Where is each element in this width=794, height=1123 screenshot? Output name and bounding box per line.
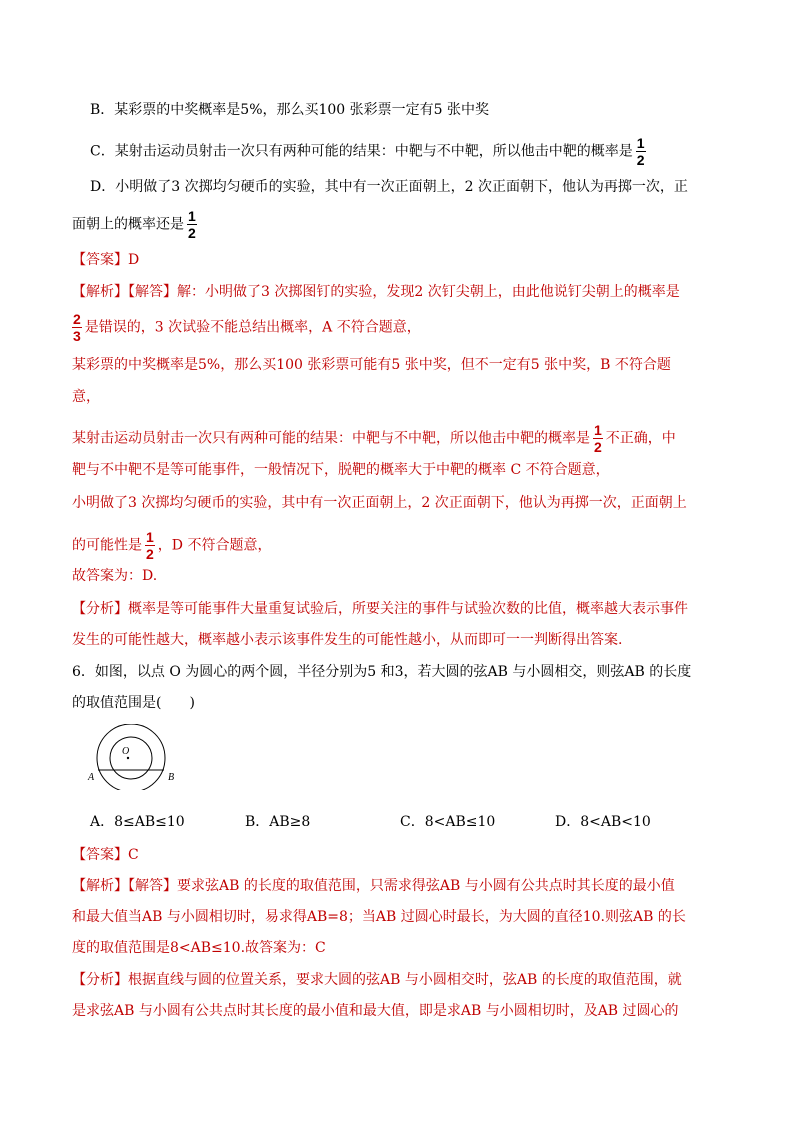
label-a: A bbox=[88, 772, 95, 783]
q5-analysis-text: 是错误的，3 次试验不能总结出概率，A 不符合题意， bbox=[84, 319, 421, 336]
q5-analysis-line5 bbox=[72, 422, 676, 455]
fraction-one-half bbox=[145, 529, 155, 562]
q5-analysis-text: ，D 不符合题意， bbox=[157, 537, 272, 554]
q6-stem-line1: 6．如图，以点 O 为圆心的两个圆，半径分别为5 和3，若大圆的弦AB 与小圆相交，则弦AB 的长度 bbox=[72, 664, 692, 680]
q5-analysis-line4: 意， bbox=[72, 389, 100, 405]
q5-analysis-line2 bbox=[72, 311, 421, 344]
fraction-one-half bbox=[593, 422, 603, 455]
fraction-numerator: 2 bbox=[73, 311, 81, 327]
q5-analysis-line1: 【解析】【解答】解：小明做了3 次掷图钉的实验，发现2 次钉尖朝上，由此他说钉尖朝上的概率是 bbox=[72, 284, 680, 300]
q6-analysis-line2: 和最大值当AB 与小圆相切时，易求得AB=8；当AB 过圆心时最长，为大圆的直径10.则弦AB 的长 bbox=[72, 909, 686, 925]
q5-analysis-line3: 某彩票的中奖概率是5%，那么买100 张彩票可能有5 张中奖，但不一定有5 张中奖，B 不符合题 bbox=[72, 357, 671, 373]
q5-analysis-text: 某射击运动员射击一次只有两种可能的结果：中靶与不中靶，所以他击中靶的概率是 bbox=[72, 430, 590, 447]
fraction-numerator: 1 bbox=[146, 529, 154, 545]
q5-option-c bbox=[90, 135, 649, 168]
q6-option-b: B．AB≥8 bbox=[245, 814, 311, 830]
center-point bbox=[127, 757, 129, 759]
fraction-denominator: 3 bbox=[73, 328, 81, 344]
small-circle bbox=[110, 737, 152, 779]
q5-analysis-line7: 小明做了3 次掷均匀硬币的实验，其中有一次正面朝上，2 次正面朝下，他认为再掷一次，正面朝上 bbox=[72, 495, 687, 511]
q6-answer: 【答案】C bbox=[72, 847, 139, 863]
fraction-one-half bbox=[187, 208, 197, 241]
fraction-numerator: 1 bbox=[594, 422, 602, 438]
q5-option-c-text: C．某射击运动员射击一次只有两种可能的结果：中靶与不中靶，所以他击中靶的概率是 bbox=[90, 143, 633, 160]
label-b: B bbox=[168, 772, 175, 783]
q6-stem-line2: 的取值范围是( ) bbox=[72, 695, 195, 711]
q6-option-c: C．8<AB≤10 bbox=[400, 814, 496, 830]
q5-fenxi-line2: 发生的可能性越大，概率越小表示该事件发生的可能性越小，从而即可一一判断得出答案. bbox=[72, 632, 623, 648]
fraction-two-thirds bbox=[72, 311, 82, 344]
q5-conclusion: 故答案为：D. bbox=[72, 568, 158, 584]
fraction-denominator: 2 bbox=[146, 546, 154, 562]
q6-figure bbox=[84, 724, 184, 790]
q5-answer: 【答案】D bbox=[72, 252, 140, 268]
fraction-numerator: 1 bbox=[188, 208, 196, 224]
q6-option-a: A．8≤AB≤10 bbox=[90, 814, 185, 830]
fraction-denominator: 2 bbox=[188, 225, 196, 241]
fraction-denominator: 2 bbox=[594, 439, 602, 455]
large-circle bbox=[97, 724, 165, 790]
q6-fenxi-line1: 【分析】根据直线与圆的位置关系，要求大圆的弦AB 与小圆相交时，弦AB 的长度的取值范围，就 bbox=[72, 972, 682, 988]
fraction-denominator: 2 bbox=[636, 152, 645, 168]
fraction-numerator: 1 bbox=[636, 135, 645, 151]
q5-option-d-text: 面朝上的概率还是 bbox=[72, 216, 184, 233]
q5-option-b: B．某彩票的中奖概率是5%，那么买100 张彩票一定有5 张中奖 bbox=[90, 102, 490, 118]
q5-option-d-line2 bbox=[72, 208, 200, 241]
q5-option-d-line1: D．小明做了3 次掷均匀硬币的实验，其中有一次正面朝上，2 次正面朝下，他认为再掷一次，正 bbox=[90, 179, 688, 195]
q6-option-d: D．8<AB<10 bbox=[555, 814, 651, 830]
q6-analysis-line3: 度的取值范围是8<AB≤10.故答案为：C bbox=[72, 940, 326, 956]
q5-fenxi-line1: 【分析】概率是等可能事件大量重复试验后，所要关注的事件与试验次数的比值，概率越大表示事件 bbox=[72, 601, 688, 617]
q5-analysis-text: 的可能性是 bbox=[72, 537, 142, 554]
fraction-one-half bbox=[636, 135, 646, 168]
q6-analysis-line1: 【解析】【解答】要求弦AB 的长度的取值范围，只需求得弦AB 与小圆有公共点时其长度的最小值 bbox=[72, 878, 675, 894]
q5-analysis-text: 不正确，中 bbox=[605, 430, 676, 447]
q5-analysis-line6: 靶与不中靶不是等可能事件，一般情况下，脱靶的概率大于中靶的概率 C 不符合题意， bbox=[72, 462, 610, 478]
q6-fenxi-line2: 是求弦AB 与小圆有公共点时其长度的最小值和最大值，即是求AB 与小圆相切时，及AB 过圆心的 bbox=[72, 1003, 679, 1019]
label-o: O bbox=[122, 746, 130, 757]
q5-analysis-line8 bbox=[72, 529, 271, 562]
